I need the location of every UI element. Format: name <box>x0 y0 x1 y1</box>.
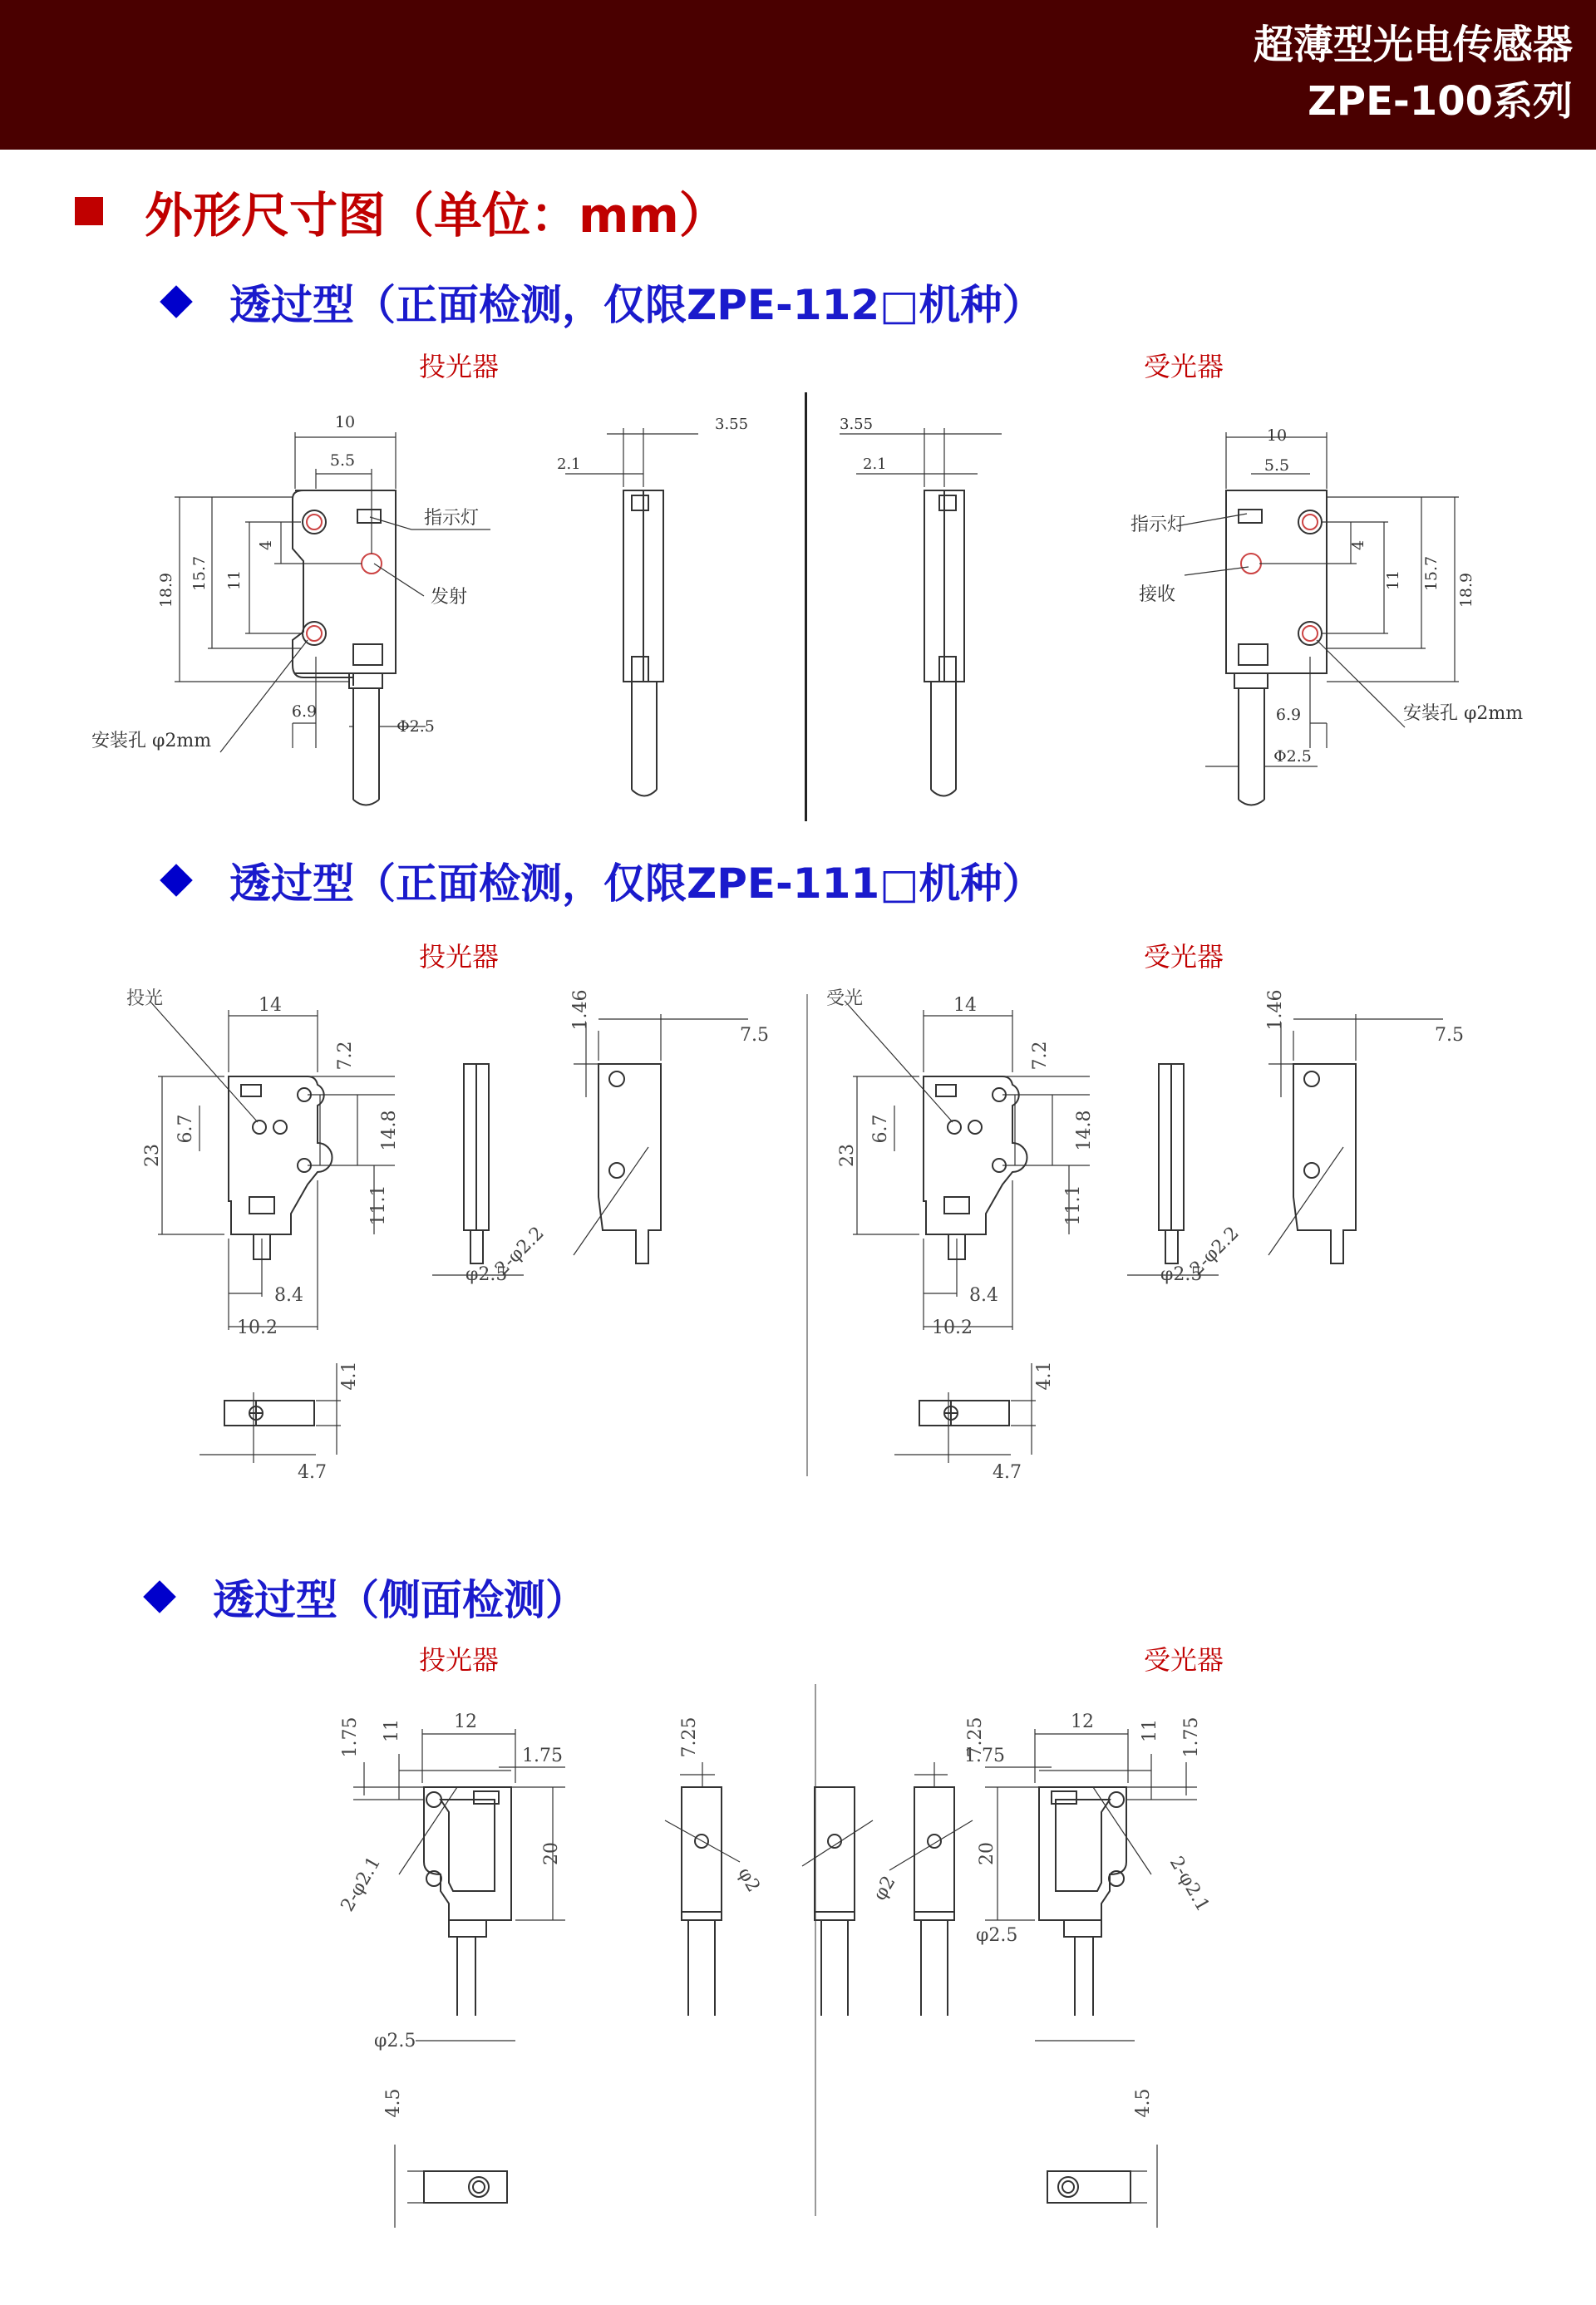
header-title: 超薄型光电传感器 <box>1253 22 1573 68</box>
g3-dim-d725: 7.25 <box>679 1716 700 1758</box>
g3r-dim-d175b: 1.75 <box>964 1746 1005 1766</box>
dim-d69: 6.9 <box>291 702 318 721</box>
dim-w10-r: 10 <box>1266 426 1288 445</box>
g2-dim-holes: 2-φ2.2 <box>491 1223 549 1280</box>
g2-dim-t47: 4.7 <box>298 1462 327 1483</box>
g2r-dim-t47: 4.7 <box>993 1462 1022 1483</box>
g2-dim-h72: 7.2 <box>335 1041 356 1071</box>
g2r-dim-w14: 14 <box>953 995 977 1016</box>
group1-heading <box>158 273 1043 331</box>
annot-indicator-r: 指示灯 <box>1130 515 1186 535</box>
g2-dim-s146: 1.46 <box>570 989 591 1031</box>
group1-separator <box>805 392 807 821</box>
g3-dim-d175b: 1.75 <box>522 1746 563 1766</box>
group1-emitter-front-drawing <box>75 391 540 823</box>
g2r-dim-s75: 7.5 <box>1435 1025 1464 1046</box>
g3r-dim-d725: 7.25 <box>965 1716 986 1758</box>
g3-dim-d2: φ2 <box>733 1864 764 1896</box>
g2r-dim-h23: 23 <box>837 1144 858 1167</box>
group3-emitter-label: 投光器 <box>418 1644 500 1676</box>
dim-s355-r: 3.55 <box>840 416 874 433</box>
dim-s355: 3.55 <box>715 416 749 433</box>
g2-dim-h148: 14.8 <box>379 1110 400 1151</box>
dim-h11-r: 11 <box>1384 569 1402 591</box>
g3-dim-d11: 11 <box>382 1719 402 1742</box>
group1-emitter-side-drawing <box>549 407 765 815</box>
g2-dim-w14: 14 <box>259 995 282 1016</box>
group1-receiver-label: 受光器 <box>1143 351 1224 382</box>
annot-mount-hole-r: 安装孔 φ2mm <box>1403 703 1524 724</box>
diamond-bullet-icon <box>160 864 193 897</box>
g2r-dim-w84: 8.4 <box>969 1285 998 1306</box>
dim-h4-r: 4 <box>1349 539 1367 551</box>
dim-s21: 2.1 <box>557 456 581 473</box>
dim-h189-r: 18.9 <box>1457 572 1475 608</box>
dim-d69-r: 6.9 <box>1275 706 1302 724</box>
group2-emitter-label: 投光器 <box>418 941 500 973</box>
g2-dim-h67: 6.7 <box>175 1114 196 1144</box>
group1-emitter-label: 投光器 <box>418 351 500 382</box>
g3r-dim-d20: 20 <box>977 1842 998 1865</box>
diamond-bullet-icon <box>160 285 193 318</box>
g2r-dim-h67: 6.7 <box>870 1114 891 1144</box>
dim-h11: 11 <box>225 569 244 591</box>
g3r-dim-d11: 11 <box>1140 1719 1160 1742</box>
g2r-dim-w102: 10.2 <box>932 1317 973 1338</box>
g2r-annot-spot: 受光 <box>826 988 864 1009</box>
annot-mount-hole: 安装孔 φ2mm <box>91 731 212 751</box>
group2-emitter-drawing <box>108 981 790 1496</box>
g2r-dim-dia25: φ2.5 <box>1160 1264 1203 1285</box>
group2-receiver-label: 受光器 <box>1143 941 1224 973</box>
header-band <box>0 0 1596 150</box>
section-heading <box>75 178 727 244</box>
group2-title: 透过型（正面检测，仅限ZPE-111□机种） <box>229 859 1044 908</box>
group1-receiver-side-drawing <box>823 407 1039 815</box>
g3r-dim-d12: 12 <box>1071 1712 1094 1732</box>
dim-w10: 10 <box>334 413 356 431</box>
dim-h157-r: 15.7 <box>1422 555 1441 592</box>
square-bullet-icon <box>75 197 103 225</box>
dim-s21-r: 2.1 <box>863 456 887 473</box>
g3-dim-dia25: φ2.5 <box>374 2031 416 2051</box>
g2r-dim-h72: 7.2 <box>1030 1041 1051 1071</box>
g2r-dim-s146: 1.46 <box>1265 989 1286 1031</box>
annot-receive-r: 接收 <box>1139 584 1176 605</box>
g2-dim-s75: 7.5 <box>740 1025 769 1046</box>
g3-dim-d175: 1.75 <box>340 1716 361 1758</box>
annot-indicator: 指示灯 <box>424 508 480 529</box>
dim-h189: 18.9 <box>157 572 175 608</box>
dim-h4: 4 <box>257 539 275 551</box>
g2r-dim-h148: 14.8 <box>1074 1110 1095 1151</box>
g3r-dim-holes: 2-φ2.1 <box>1165 1853 1214 1916</box>
group3-receiver-side-drawing <box>856 1687 1056 2070</box>
dim-dia25: Φ2.5 <box>397 717 435 736</box>
group2-receiver-drawing <box>803 981 1485 1496</box>
g2-dim-w84: 8.4 <box>274 1285 303 1306</box>
group1-title: 透过型（正面检测，仅限ZPE-112□机种） <box>229 281 1044 329</box>
group3-receiver-label: 受光器 <box>1143 1644 1224 1676</box>
annot-emit: 发射 <box>431 587 468 608</box>
g2-dim-dia25: φ2.5 <box>466 1264 508 1285</box>
group3-title: 透过型（侧面检测） <box>213 1576 587 1624</box>
group1-receiver-front-drawing <box>1114 391 1579 823</box>
g3r-dim-d175: 1.75 <box>1181 1716 1202 1758</box>
g2-annot-spot: 投光 <box>126 988 164 1009</box>
g3-dim-d20: 20 <box>541 1842 562 1865</box>
g2-dim-w102: 10.2 <box>237 1317 278 1338</box>
section-title: 外形尺寸图（单位：mm） <box>145 187 727 244</box>
group3-heading <box>141 1568 587 1626</box>
g3-dim-d12: 12 <box>454 1712 477 1732</box>
group2-heading <box>158 851 1043 909</box>
g2r-dim-t41: 4.1 <box>1034 1361 1055 1391</box>
g3-dim-d45: 4.5 <box>383 2088 404 2118</box>
g2r-dim-h111: 11.1 <box>1063 1185 1084 1226</box>
dim-h157: 15.7 <box>190 555 209 592</box>
g2-dim-t41: 4.1 <box>339 1361 360 1391</box>
group3-separator <box>815 1684 816 2216</box>
g3r-dim-d2: φ2 <box>869 1872 900 1904</box>
dim-w55-r: 5.5 <box>1264 456 1290 475</box>
header-subtitle: ZPE-100系列 <box>1308 78 1573 125</box>
g2-dim-h111: 11.1 <box>368 1185 389 1226</box>
g3r-dim-d45: 4.5 <box>1133 2088 1154 2118</box>
dim-w55: 5.5 <box>329 451 356 470</box>
g2-dim-h23: 23 <box>142 1144 163 1167</box>
diamond-bullet-icon <box>143 1580 176 1613</box>
g3-dim-holes: 2-φ2.1 <box>337 1853 386 1916</box>
g3r-dim-dia25: φ2.5 <box>976 1925 1018 1946</box>
group3-emitter-drawing <box>316 1687 781 2269</box>
g2r-dim-holes: 2-φ2.2 <box>1186 1223 1244 1280</box>
dim-dia25-r: Φ2.5 <box>1273 747 1312 766</box>
